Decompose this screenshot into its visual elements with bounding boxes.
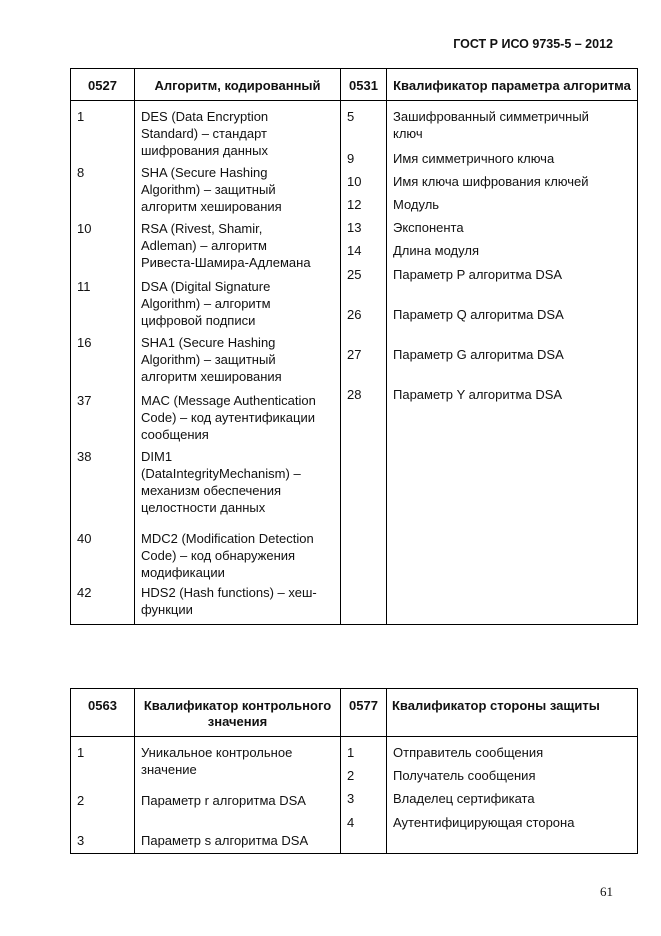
entry-text-line: Параметр s алгоритма DSA — [141, 833, 309, 848]
entry-text-line: Параметр Y алгоритма DSA — [393, 387, 563, 402]
entry-text-line: MDC2 (Modification Detection — [141, 531, 314, 546]
entry-code: 1 — [77, 109, 85, 124]
column-code-0563: 0563 — [71, 689, 135, 737]
entry-text-line: функции — [141, 602, 193, 617]
right-names-cell — [387, 737, 638, 854]
entry-text-line: цифровой подписи — [141, 313, 256, 328]
entry-code: 13 — [347, 220, 362, 235]
entry-code: 42 — [77, 585, 92, 600]
entry-code: 38 — [77, 449, 92, 464]
standard-designation: ГОСТ Р ИСО 9735-5 – 2012 — [453, 37, 613, 51]
entry-text-line: сообщения — [141, 427, 209, 442]
entry-text-line: целостности данных — [141, 500, 266, 515]
entry-code: 9 — [347, 151, 355, 166]
entry-code: 37 — [77, 393, 92, 408]
column-code-0527: 0527 — [71, 69, 135, 101]
entry-text-line: Параметр P алгоритма DSA — [393, 267, 563, 282]
entry-text-line: DSA (Digital Signature — [141, 279, 271, 294]
entry-code: 1 — [77, 745, 85, 760]
entry-text-line: RSA (Rivest, Shamir, — [141, 221, 263, 236]
entry-text-line: DES (Data Encryption — [141, 109, 269, 124]
entry-code: 8 — [77, 165, 85, 180]
left-names-cell — [135, 101, 341, 625]
entry-code: 3 — [347, 791, 355, 806]
entry-code: 14 — [347, 243, 362, 258]
entry-text-line: SHA1 (Secure Hashing — [141, 335, 276, 350]
right-codes-cell — [341, 737, 387, 854]
entry-text-line: Algorithm) – защитный — [141, 182, 276, 197]
entry-code: 2 — [77, 793, 85, 808]
entry-code: 3 — [77, 833, 85, 848]
entry-code: 11 — [77, 279, 91, 294]
entry-text-line: Algorithm) – алгоритм — [141, 296, 271, 311]
entry-text-line: MAC (Message Authentication — [141, 393, 316, 408]
entry-text-line: SHA (Secure Hashing — [141, 165, 268, 180]
page-number: 61 — [600, 884, 613, 899]
entry-text-line: Параметр r алгоритма DSA — [141, 793, 306, 808]
entry-text-line: Adleman) – алгоритм — [141, 238, 267, 253]
left-codes-cell — [71, 737, 135, 854]
entry-text-line: Владелец сертификата — [393, 791, 535, 806]
entry-code: 25 — [347, 267, 362, 282]
column-title-algorithm: Алгоритм, кодированный — [135, 69, 341, 101]
entry-text-line: Модуль — [393, 197, 440, 212]
right-codes-cell — [341, 101, 387, 625]
algorithm-table — [70, 68, 638, 625]
entry-text-line: Code) – код аутентификации — [141, 410, 315, 425]
entry-code: 16 — [77, 335, 92, 350]
column-title-parameter-qualifier: Квалификатор параметра алгоритма — [387, 69, 638, 101]
entry-text-line: Зашифрованный симметричный — [393, 109, 589, 124]
column-code-0577: 0577 — [341, 689, 387, 737]
column-title-party-qualifier: Квалификатор стороны защиты — [387, 689, 638, 737]
entry-text-line: шифрования данных — [141, 143, 268, 158]
entry-code: 2 — [347, 768, 355, 783]
entry-text-line: Отправитель сообщения — [393, 745, 544, 760]
entry-text-line: механизм обеспечения — [141, 483, 281, 498]
entry-text-line: Уникальное контрольное — [141, 745, 293, 760]
entry-text-line: алгоритм хеширования — [141, 369, 282, 384]
entry-text-line: Длина модуля — [393, 243, 479, 258]
entry-text-line: (DataIntegrityMechanism) – — [141, 466, 301, 481]
entry-text-line: Получатель сообщения — [393, 768, 536, 783]
entry-code: 26 — [347, 307, 362, 322]
entry-text-line: значение — [141, 762, 197, 777]
entry-text-line: Имя симметричного ключа — [393, 151, 555, 166]
entry-text-line: Имя ключа шифрования ключей — [393, 174, 589, 189]
entry-code: 1 — [347, 745, 355, 760]
entry-text-line: Code) – код обнаружения — [141, 548, 296, 563]
left-codes-cell — [71, 101, 135, 625]
entry-text-line: DIM1 — [141, 449, 173, 464]
entry-text-line: Algorithm) – защитный — [141, 352, 276, 367]
entry-code: 4 — [347, 815, 355, 830]
entry-code: 12 — [347, 197, 362, 212]
entry-code: 10 — [347, 174, 362, 189]
entry-code: 40 — [77, 531, 92, 546]
column-title-check-value-qualifier: Квалификатор контрольного значения — [135, 689, 341, 737]
entry-code: 28 — [347, 387, 362, 402]
entry-text-line: Аутентифицирующая сторона — [393, 815, 575, 830]
entry-text-line: модификации — [141, 565, 225, 580]
entry-text-line: Standard) – стандарт — [141, 126, 267, 141]
entry-text-line: Параметр G алгоритма DSA — [393, 347, 564, 362]
entry-text-line: HDS2 (Hash functions) – хеш- — [141, 585, 317, 600]
entry-text-line: ключ — [393, 126, 423, 141]
entry-text-line: алгоритм хеширования — [141, 199, 282, 214]
column-code-0531: 0531 — [341, 69, 387, 101]
entry-code: 10 — [77, 221, 92, 236]
entry-code: 5 — [347, 109, 355, 124]
entry-text-line: Параметр Q алгоритма DSA — [393, 307, 564, 322]
entry-code: 27 — [347, 347, 362, 362]
entry-text-line: Экспонента — [393, 220, 464, 235]
right-names-cell — [387, 101, 638, 625]
entry-text-line: Ривеста-Шамира-Адлемана — [141, 255, 311, 270]
left-names-cell — [135, 737, 341, 854]
check-value-table — [70, 688, 638, 854]
